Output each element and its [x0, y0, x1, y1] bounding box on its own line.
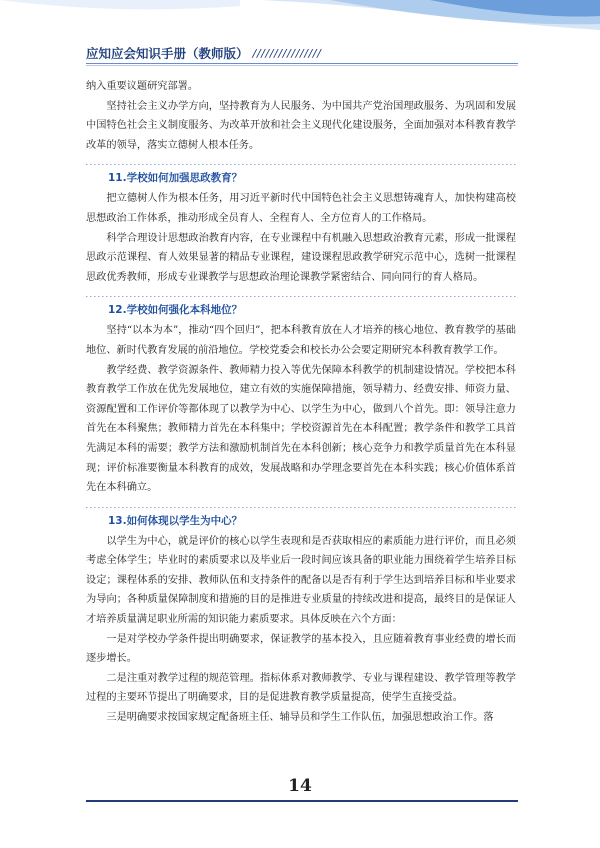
running-header: [86, 43, 321, 63]
paragraph: 教学经费、教学资源条件、教师精力投入等优先保障本科教学的机制建设情况。学校把本科教育教学工作放在优先发展地位，建立有效的实施保障措施，领导精力、经费安排、师资力量、资源配置和工作评价等都体现了以教学为中心、以学生为中心，做到八个首先。即：领导注意力首先在本科聚焦；教师精力首先在本科集中；学校资源首先在本科配置；教学条件和教学工具首先满足本科的需要；教学方法和激励机制首先在本科创新；核心竞争力和教学质量首先在本科显现；评价标准要衡量本科教育的成效，发展战略和办学理念要首先在本科实践；核心价值体系首先在本科确立。: [86, 364, 516, 494]
section-title: 12.学校如何强化本科地位？: [108, 304, 243, 317]
paragraph: 科学合理设计思想政治教育内容，在专业课程中有机融入思想政治教育元素，形成一批课程思政示范课程、育人效果显著的精品专业课程，建设课程思政教学研究示范中心，选树一批课程思政优秀教师，形成专业课教学与思想政治理论课教学紧密结合、同向同行的育人格局。: [86, 232, 516, 283]
section-12: [86, 296, 516, 497]
section-11: [86, 164, 516, 287]
section-divider: [86, 507, 516, 508]
header-rule-light: [86, 65, 518, 66]
section-divider: [86, 296, 516, 297]
section-13: [86, 507, 516, 728]
paragraph: 纳入重要议题研究部署。: [86, 81, 199, 92]
paragraph: 把立德树人作为根本任务，用习近平新时代中国特色社会主义思想铸魂育人，加快构建高校思想政治工作体系，推动形成全员育人、全程育人、全方位育人的工作格局。: [86, 193, 516, 224]
header-slashes: ////////////////: [252, 46, 322, 60]
paragraph: 三是明确要求按国家规定配备班主任、辅导员和学生工作队伍，加强思想政治工作。落: [106, 712, 494, 724]
paragraph: 二是注重对教学过程的规范管理。指标体系对教师教学、专业与课程建设、教学管理等教学过程的主要环节提出了明确要求，目的是促进教育教学质量提高，使学生直接受益。: [86, 672, 516, 704]
section-title: 13.如何体现以学生为中心？: [108, 514, 243, 527]
paragraph: 坚持社会主义办学方向，坚持教育为人民服务、为中国共产党治国理政服务、为巩固和发展中国特色社会主义制度服务、为改革开放和社会主义现代化建设服务，全面加强对本科教育教学改革的领导，落实立德树人根本任务。: [86, 100, 516, 151]
header-title: 应知应会知识手册（教师版）: [86, 46, 249, 61]
paragraph: 以学生为中心，就是评价的核心以学生表现和是否获取相应的素质能力进行评价，而且必须考虑全体学生；毕业时的素质要求以及毕业后一段时间应该具备的职业能力围绕着学生培养目标设定；课程体系的安排、教师队伍和支持条件的配备以是否有利于学生达到培养目标和毕业要求为导向；各种质量保障制度和措施的目的是推进专业质量的持续改进和提高，最终目的是保证人才培养质量满足职业所需的知识能力素质要求。具体反映在六个方面：: [86, 535, 516, 626]
paragraph: 坚持“以本为本”，推动“四个回归”，把本科教育放在人才培养的核心地位、教育教学的基础地位、新时代教育发展的前沿地位。学校党委会和校长办公会要定期研究本科教育教学工作。: [86, 325, 516, 356]
header-rule: [86, 63, 518, 64]
footer-rule: [86, 800, 518, 802]
page-number: 14: [288, 776, 312, 796]
section-title: 11.学校如何加强思政教育？: [108, 172, 243, 185]
page-body: [86, 77, 516, 728]
paragraph: 一是对学校办学条件提出明确要求，保证教学的基本投入，且应随着教育事业经费的增长而逐步增长。: [86, 633, 516, 665]
section-divider: [86, 164, 516, 165]
